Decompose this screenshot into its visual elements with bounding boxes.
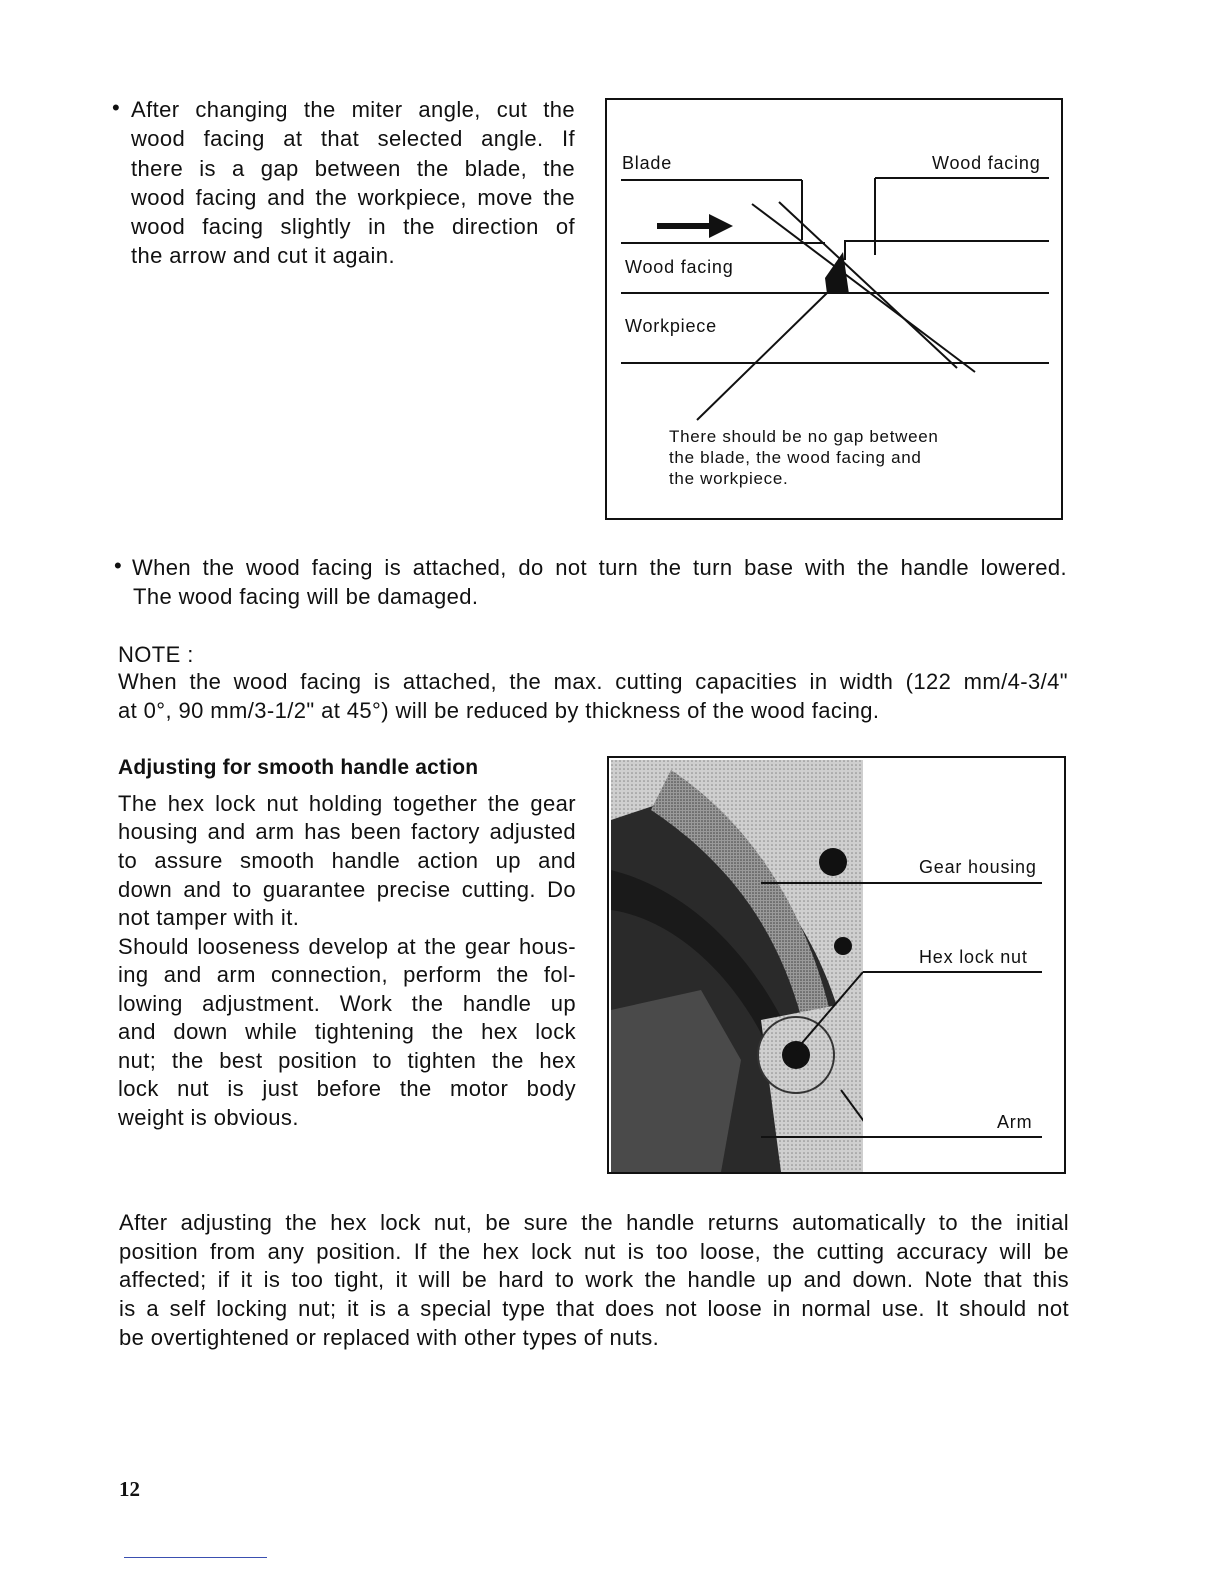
caption-line: There should be no gap between [669,427,939,446]
label-gear-housing: Gear housing [919,857,1037,877]
label-arm: Arm [997,1112,1033,1132]
adjusting-line: down and to guarantee precise cutting. Do [118,877,576,902]
adjusting-line: nut; the best position to tighten the hex [118,1048,576,1073]
section2-line: When the wood facing is attached, do not turn the turn base with the handle lowered. [132,555,1067,580]
adjusting-line: Should looseness develop at the gear hous- [118,934,576,959]
bullet-marker: • [114,553,122,578]
section-heading: Adjusting for smooth handle action [118,756,479,779]
section1-line: wood facing at that selected angle. If [131,126,575,151]
page-number: 12 [119,1477,140,1501]
final-line: After adjusting the hex lock nut, be sure the handle returns automatically to the initial [119,1210,1069,1235]
gear-housing-photo-figure [607,756,1066,1174]
note-title: NOTE : [118,642,194,667]
final-line: position from any position. If the hex lock nut is too loose, the cutting accuracy will be [119,1239,1069,1264]
adjusting-line: to assure smooth handle action up and [118,848,576,873]
label-blade: Blade [622,153,673,173]
section1-line: the arrow and cut it again. [131,243,395,268]
section1-line: there is a gap between the blade, the [131,156,575,181]
label-workpiece: Workpiece [625,316,717,336]
final-line: be overtightened or replaced with other types of nuts. [119,1325,660,1350]
section1-line: After changing the miter angle, cut the [131,97,575,122]
label-wood-facing-top: Wood facing [932,153,1041,173]
section1-line: wood facing slightly in the direction of [131,214,575,239]
wood-facing-diagram [605,98,1063,520]
adjusting-line: ing and arm connection, perform the fol- [118,962,576,987]
note-line: at 0°, 90 mm/3-1/2" at 45°) will be reduced by thickness of the wood facing. [118,698,880,723]
section1-line: wood facing and the workpiece, move the [131,185,575,210]
section2-line: The wood facing will be damaged. [133,584,479,609]
label-hex-lock-nut: Hex lock nut [919,947,1028,967]
caption-line: the workpiece. [669,469,789,488]
adjusting-line: not tamper with it. [118,905,300,930]
final-line: affected; if it is too tight, it will be hard to work the handle up and down. Note that this [119,1267,1069,1292]
adjusting-line: and down while tightening the hex lock [118,1019,576,1044]
note-line: When the wood facing is attached, the max. cutting capacities in width (122 mm/4-3/4" [118,669,1068,694]
label-wood-facing: Wood facing [625,257,734,277]
adjusting-line: lowing adjustment. Work the handle up [118,991,576,1016]
scan-divider [124,1557,267,1558]
bullet-marker: • [112,95,120,120]
final-line: is a self locking nut; it is a special type that does not loose in normal use. It should not [119,1296,1069,1321]
caption-line: the blade, the wood facing and [669,448,922,467]
adjusting-line: housing and arm has been factory adjusted [118,819,576,844]
adjusting-line: lock nut is just before the motor body [118,1076,576,1101]
adjusting-line: The hex lock nut holding together the gear [118,791,576,816]
adjusting-line: weight is obvious. [118,1105,299,1130]
